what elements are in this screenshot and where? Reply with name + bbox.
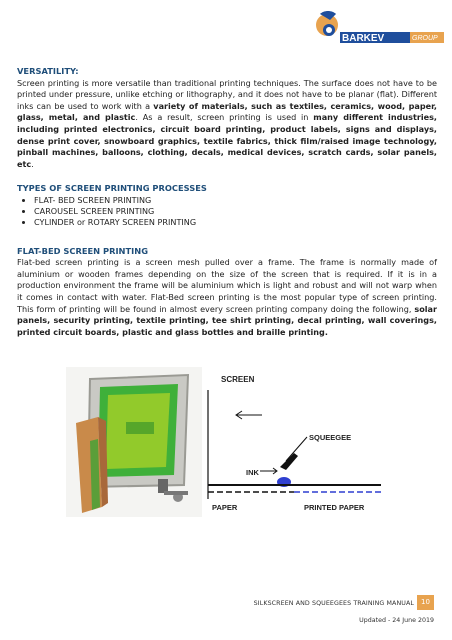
screen-printing-diagram bbox=[208, 375, 381, 512]
types-list bbox=[17, 195, 437, 229]
screen-label: SCREEN bbox=[221, 375, 255, 384]
versatility-paragraph bbox=[17, 78, 437, 171]
list-item: • CYLINDER or ROTARY SCREEN PRINTING bbox=[34, 217, 437, 228]
printed-paper-label: PRINTED PAPER bbox=[304, 503, 365, 512]
flatbed-text: Flat-bed screen printing is a screen mesh pulled over a frame. The frame is normally made of aluminium or wooden frames depending on the size of the screen that is required. If it is in a production environment the frame will be aluminium which is light and robust and will not warp when it comes in contact with water. Flat-Bed screen printing is the most popular type of screen printing. This form of printing will be found in almost every screen printing company doing the following, bbox=[17, 257, 437, 314]
logo-suffix: GROUP bbox=[412, 35, 438, 42]
versatility-text-1: Screen printing is more versatile than traditional printing techniques. The surface does not have to be printed under pressure, unlike etching or lithography, and it does not have to be planar (flat). Different inks can be used to work with a bbox=[17, 77, 437, 111]
types-heading: TYPES OF SCREEN PRINTING PROCESSES bbox=[17, 183, 207, 194]
versatility-bold-1: variety of materials, such as textiles, ceramics, wood, paper, glass, metal, and plastic bbox=[17, 100, 437, 123]
flatbed-bold: solar panels, security printing, textile printing, tee shirt printing, decal printing, wall coverings, printed circuit boards, plastic and glass bottles and braille printing. bbox=[17, 303, 437, 337]
page-number: 10 bbox=[417, 595, 434, 610]
screen-printing-figure bbox=[66, 367, 382, 517]
list-item: • CAROUSEL SCREEN PRINTING bbox=[34, 206, 437, 217]
barkev-logo bbox=[314, 4, 446, 48]
screen-frame-photo bbox=[66, 367, 202, 517]
squeegee-label: SQUEEGEE bbox=[309, 433, 352, 442]
versatility-heading: VERSATILITY: bbox=[17, 66, 79, 76]
squeegee-shape bbox=[280, 453, 298, 470]
versatility-text-2: . As a result, screen printing is used in bbox=[135, 112, 314, 123]
ink-label: INK bbox=[246, 468, 259, 477]
footer-updated-date: Updated - 24 June 2019 bbox=[359, 617, 434, 624]
logo-text: BARKEV bbox=[342, 33, 385, 44]
versatility-bold-2: many different industries, including printed electronics, circuit board printing, product labels, signs and displays, dense print cover, snowboard graphics, textile fabrics, thick film/raised image technology, pinball machines, balloons, clothing, decals, medical devices, scratch cards, solar panels, etc bbox=[17, 112, 437, 169]
page-content bbox=[17, 66, 437, 338]
footer-manual-title: SILKSCREEN AND SQUEEGEES TRAINING MANUAL bbox=[253, 600, 414, 607]
versatility-text-3: . bbox=[31, 158, 34, 169]
list-item: • FLAT- BED SCREEN PRINTING bbox=[34, 195, 437, 206]
paper-label: PAPER bbox=[212, 503, 238, 512]
flatbed-paragraph bbox=[17, 257, 437, 338]
flatbed-heading: FLAT-BED SCREEN PRINTING bbox=[17, 245, 149, 256]
